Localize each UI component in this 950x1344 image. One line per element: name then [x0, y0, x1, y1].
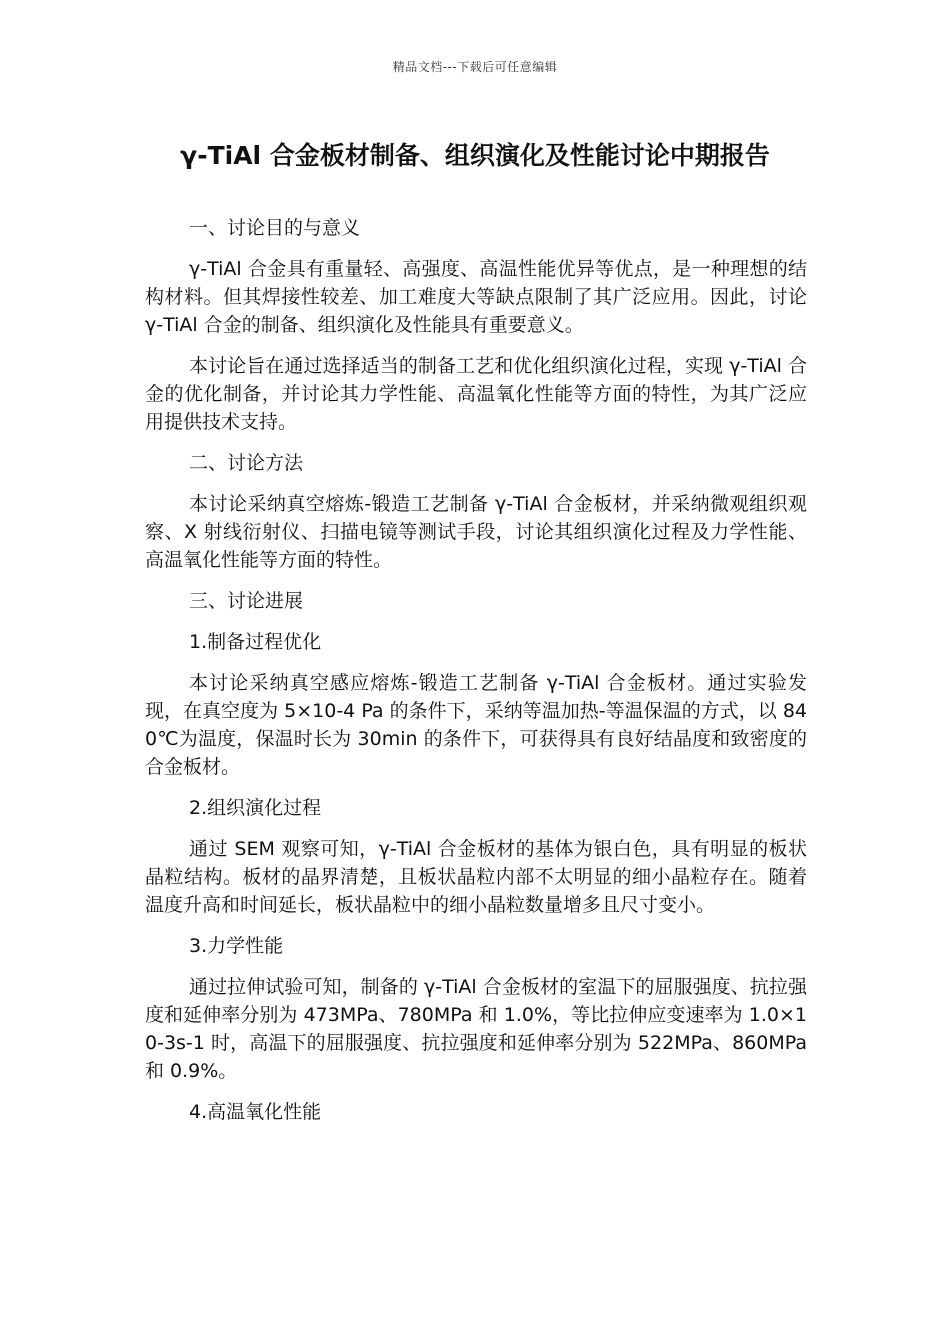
subsection-heading-oxidation: 4.高温氧化性能: [189, 1101, 322, 1123]
paragraph: 本讨论旨在通过选择适当的制备工艺和优化组织演化过程，实现 γ-TiAl 合金的优化制备，并讨论其力学性能、高温氧化性能等方面的特性，为其广泛应用提供技术支持。: [145, 355, 807, 433]
subsection-heading-preparation: 1.制备过程优化: [189, 631, 322, 653]
header-note: 精品文档---下载后可任意编辑: [392, 60, 558, 74]
paragraph: 通过 SEM 观察可知，γ-TiAl 合金板材的基体为银白色，具有明显的板状晶粒结构。板材的晶界清楚，且板状晶粒内部不太明显的细小晶粒存在。随着温度升高和时间延长，板状晶粒中的细小晶粒数量增多且尺寸变小。: [145, 838, 807, 916]
document-body: [145, 214, 807, 1139]
subsection-heading-mechanical: 3.力学性能: [189, 935, 284, 957]
subsection-heading-microstructure: 2.组织演化过程: [189, 797, 322, 819]
paragraph: 通过拉伸试验可知，制备的 γ-TiAl 合金板材的室温下的屈服强度、抗拉强度和延伸率分别为 473MPa、780MPa 和 1.0%，等比拉伸应变速率为 1.0×10-3s-1 时，高温下的屈服强度、抗拉强度和延伸率分别为 522MPa、860MPa 和 0.9%。: [145, 976, 807, 1082]
section-heading-progress: 三、讨论进展: [189, 590, 304, 612]
section-heading-purpose: 一、讨论目的与意义: [189, 217, 361, 239]
section-heading-method: 二、讨论方法: [189, 452, 304, 474]
paragraph: γ-TiAl 合金具有重量轻、高强度、高温性能优异等优点，是一种理想的结构材料。但其焊接性较差、加工难度大等缺点限制了其广泛应用。因此，讨论 γ-TiAl 合金的制备、组织演化及性能具有重要意义。: [145, 258, 807, 336]
paragraph: 本讨论采纳真空熔炼-锻造工艺制备 γ-TiAl 合金板材，并采纳微观组织观察、X 射线衍射仪、扫描电镜等测试手段，讨论其组织演化过程及力学性能、高温氧化性能等方面的特性。: [145, 493, 807, 571]
document-title: γ-TiAl 合金板材制备、组织演化及性能讨论中期报告: [180, 141, 770, 170]
paragraph: 本讨论采纳真空感应熔炼-锻造工艺制备 γ-TiAl 合金板材。通过实验发现，在真空度为 5×10-4 Pa 的条件下，采纳等温加热-等温保温的方式，以 840℃为温度，保温时长为 30min 的条件下，可获得具有良好结晶度和致密度的合金板材。: [145, 672, 807, 778]
